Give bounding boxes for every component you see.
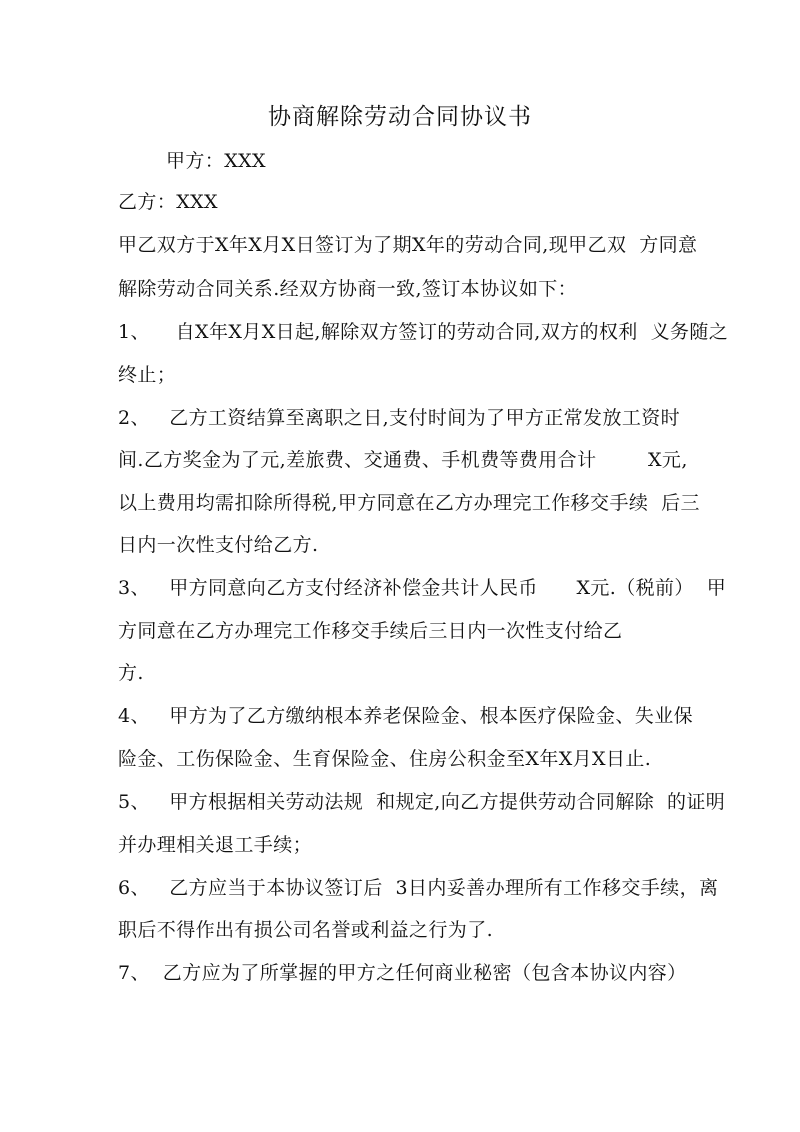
clause-1-line-2: 终止；	[118, 364, 177, 386]
party-b-line: 乙方：XXX	[118, 191, 218, 213]
clause-1-line-1: 1、 自X年X月X日起,解除双方签订的劳动合同,双方的权利 义务随之	[118, 321, 729, 343]
clause-2-line-4: 日内一次性支付给乙方.	[118, 534, 319, 556]
intro-line-2: 解除劳动合同关系.经双方协商一致,签订本协议如下：	[118, 278, 578, 300]
clause-7-line-1: 7、 乙方应为了所掌握的甲方之任何商业秘密（包含本协议内容）	[118, 962, 687, 984]
clause-5-line-2: 并办理相关退工手续；	[118, 834, 313, 856]
party-a-line: 甲方：XXX	[166, 150, 266, 172]
intro-line-1: 甲乙双方于X年X月X日签订为了期X年的劳动合同,现甲乙双 方同意	[118, 234, 698, 256]
clause-4-line-2: 险金、工伤保险金、生育保险金、住房公积金至X年X月X日止.	[118, 748, 652, 770]
clause-5-line-1: 5、 甲方根据相关劳动法规 和规定,向乙方提供劳动合同解除 的证明	[118, 791, 726, 813]
clause-3-line-2: 方同意在乙方办理完工作移交手续后三日内一次性支付给乙	[118, 620, 623, 642]
document-title: 协商解除劳动合同协议书	[268, 104, 532, 130]
clause-2-line-1: 2、 乙方工资结算至离职之日,支付时间为了甲方正常发放工资时	[118, 407, 681, 429]
clause-3-line-3: 方.	[118, 662, 144, 684]
clause-2-line-3: 以上费用均需扣除所得税,甲方同意在乙方办理完工作移交手续 后三	[118, 492, 700, 514]
clause-6-line-1: 6、 乙方应当于本协议签订后 3日内妥善办理所有工作移交手续，离	[118, 877, 719, 899]
clause-4-line-1: 4、 甲方为了乙方缴纳根本养老保险金、根本医疗保险金、失业保	[118, 705, 694, 727]
clause-3-line-1: 3、 甲方同意向乙方支付经济补偿金共计人民币 X元.（税前） 甲	[118, 577, 727, 599]
clause-2-line-2: 间.乙方奖金为了元,差旅费、交通费、手机费等费用合计 X元,	[118, 449, 688, 471]
clause-6-line-2: 职后不得作出有损公司名誉或利益之行为了.	[118, 919, 494, 941]
